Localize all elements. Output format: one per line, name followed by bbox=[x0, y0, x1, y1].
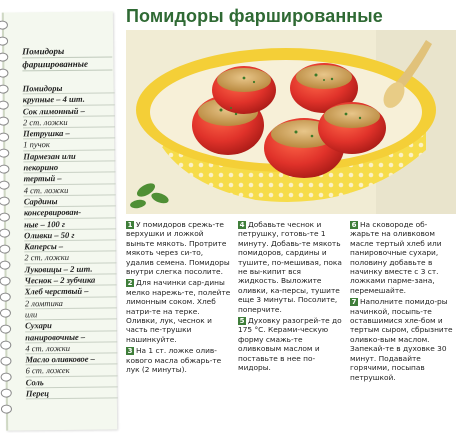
step-paragraph bbox=[350, 220, 455, 295]
notepad-title-line: Помидоры bbox=[22, 44, 112, 58]
step-text: Добавьте чеснок и петрушку, готовь-те 1 минуту. Добавь-те мякоть помидоров, сардины и тушите, по-мешивая, пока не вы-кипит вся жидкость. Выложите оливки, ка-персы, тушите еще 3 минуты. Посолите, поперчите. bbox=[238, 220, 342, 314]
ingredient-line: Масло оливковое – bbox=[25, 354, 117, 366]
steps-column-3 bbox=[350, 220, 455, 384]
ingredient-line: 4 ст. ложки bbox=[25, 342, 117, 354]
ingredient-line: Сок лимонный – bbox=[23, 105, 115, 117]
ingredients-notepad bbox=[2, 11, 117, 430]
step-paragraph bbox=[126, 220, 231, 276]
ingredients-list bbox=[23, 82, 118, 399]
ingredient-line: Сардины bbox=[24, 195, 116, 207]
step-number-badge: 3 bbox=[127, 347, 133, 356]
ingredient-line: ные – 100 г bbox=[24, 218, 116, 230]
notepad-title bbox=[22, 44, 112, 71]
step-text: У помидоров срежь-те верхушки и ложкой выньте мякоть. Протрите мякоть через си-то, удалив семена. Помидоры внутри слегка посолите. bbox=[126, 220, 230, 277]
step-paragraph bbox=[238, 220, 343, 314]
ingredient-line: Сухари bbox=[25, 320, 117, 332]
step-text: Наполните помидо-ры начинкой, посыпь-те оставшимися хле-бом и тертым сыром, сбрызните оливко-вым маслом. Запекай-те в духовке 30 минут. Подавайте горячими, посыпав петрушкой. bbox=[350, 297, 453, 382]
ingredient-line: пекорино bbox=[23, 161, 115, 173]
notepad-spiral bbox=[0, 21, 11, 421]
step-text: На 1 ст. ложке олив-кового масла обжарь-те лук (2 минуты). bbox=[126, 346, 222, 375]
step-paragraph bbox=[126, 278, 231, 344]
page-title: Помидоры фаршированные bbox=[126, 6, 383, 26]
ingredient-line: Пармезан или bbox=[23, 150, 115, 162]
steps-column-2 bbox=[238, 220, 343, 375]
step-paragraph bbox=[350, 297, 455, 382]
ingredient-line: 2 ст. ложки bbox=[23, 116, 115, 128]
step-text: На сковороде об-жарьте на оливковом масле тертый хлеб или панировочные сухари, половину добавьте в начинку вместе с 3 ст. ложками парме-зана, перемешайте. bbox=[350, 220, 442, 295]
ingredient-line: Перец bbox=[26, 387, 118, 399]
step-number-badge: 2 bbox=[127, 279, 133, 288]
step-paragraph bbox=[126, 346, 231, 374]
ingredient-line: Хлеб черствый – bbox=[25, 286, 117, 298]
ingredient-line: Чеснок – 2 зубчика bbox=[25, 274, 117, 286]
ingredient-line: Каперсы – bbox=[24, 241, 116, 253]
ingredient-line: или bbox=[25, 308, 117, 320]
ingredient-line: 1 пучок bbox=[23, 139, 115, 151]
ingredient-line: Петрушка – bbox=[23, 128, 115, 140]
cooking-steps bbox=[126, 220, 456, 430]
step-number-badge: 7 bbox=[351, 298, 357, 307]
ingredient-line: крупные – 4 шт. bbox=[23, 94, 115, 106]
ingredient-line: 6 ст. ложек bbox=[26, 365, 118, 377]
ingredient-line: Помидоры bbox=[23, 82, 115, 94]
step-text: Для начинки сар-дины мелко нарежь-те, полейте лимонным соком. Хлеб натри-те на терке. Оливки, лук, чеснок и часть пе-трушки нашинкуйте. bbox=[126, 278, 231, 344]
step-number-badge: 6 bbox=[351, 221, 357, 229]
ingredient-line: 2 ст. ложки bbox=[24, 252, 116, 264]
step-paragraph bbox=[238, 316, 343, 372]
step-text: Духовку разогрей-те до 175 °С. Керами-ческую форму смажь-те оливковым маслом и поставьте в нее по-мидоры. bbox=[238, 316, 342, 373]
ingredient-line: 4 ст. ложки bbox=[24, 184, 116, 196]
ingredient-line: Оливки – 50 г bbox=[24, 229, 116, 241]
ingredient-line: консервирован- bbox=[24, 207, 116, 219]
step-number-badge: 4 bbox=[239, 221, 245, 229]
ingredient-line: панировочные – bbox=[25, 331, 117, 343]
ingredient-line: 2 ломтика bbox=[25, 297, 117, 309]
ingredient-line: тертый – bbox=[24, 173, 116, 185]
notepad-title-line: фаршированные bbox=[22, 57, 112, 71]
ingredient-line: Луковицы – 2 шт. bbox=[24, 263, 116, 275]
dish-photo bbox=[126, 30, 456, 214]
ingredient-line: Соль bbox=[26, 376, 118, 388]
step-number-badge: 5 bbox=[239, 317, 245, 326]
step-number-badge: 1 bbox=[127, 221, 133, 229]
steps-column-1 bbox=[126, 220, 231, 377]
